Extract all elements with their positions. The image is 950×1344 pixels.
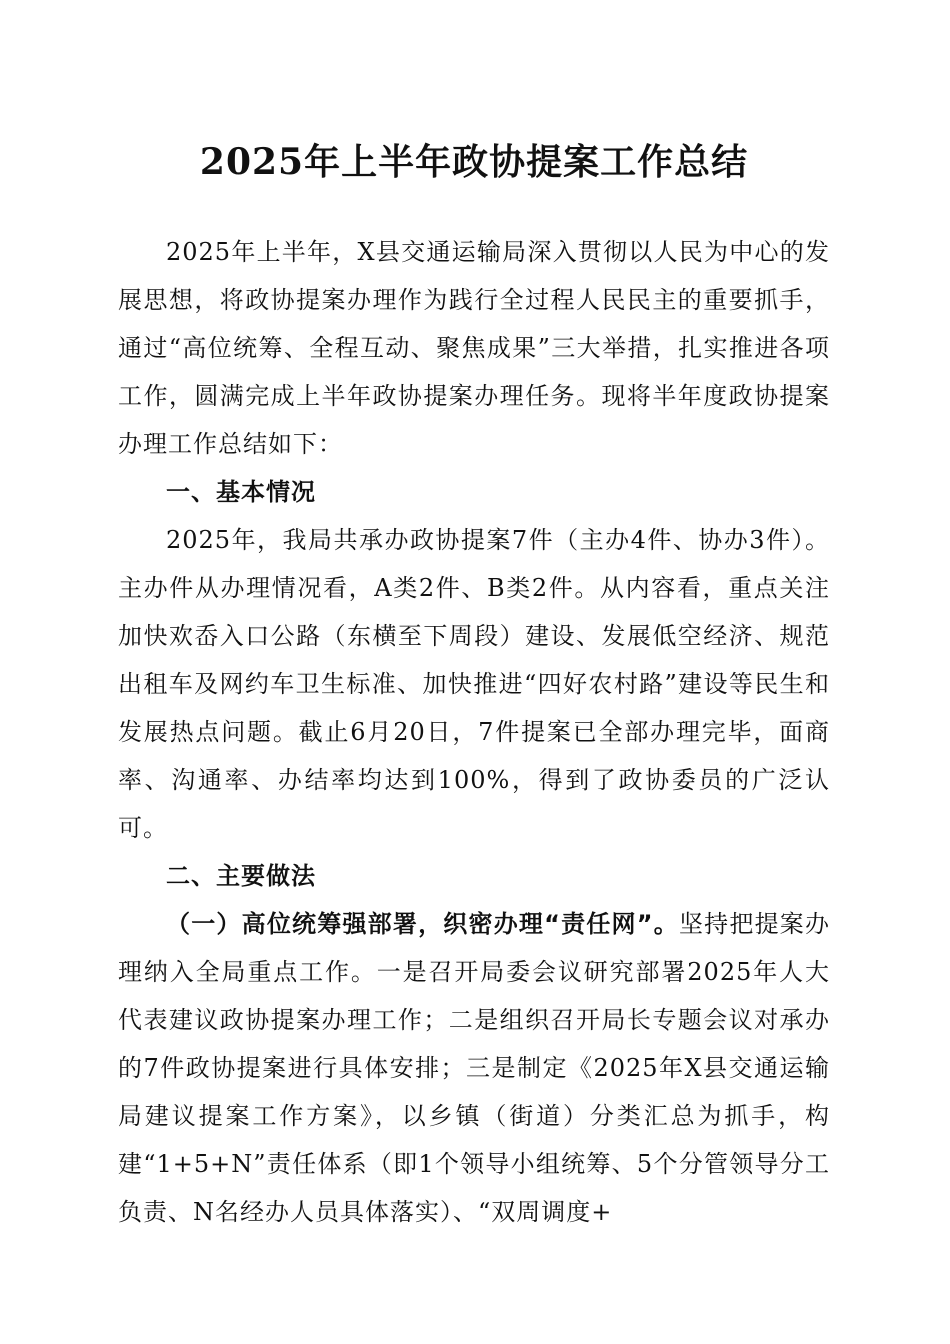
basic-situation-paragraph: 2025年，我局共承办政协提案7件（主办4件、协办3件）。主办件从办理情况看，A类2件、B类2件。从内容看，重点关注加快欢岙入口公路（东横至下周段）建设、发展低空经济、规范出租车及网约车卫生标准、加快推进“四好农村路”建设等民生和发展热点问题。截止6月20日，7件提案已全部办理完毕，面商率、沟通率、办结率均达到100%，得到了政协委员的广泛认可。 [118, 526, 830, 842]
intro-paragraph: 2025年上半年，X县交通运输局深入贯彻以人民为中心的发展思想，将政协提案办理作为践行全过程人民民主的重要抓手，通过“高位统筹、全程互动、聚焦成果”三大举措，扎实推进各项工作，圆满完成上半年政协提案办理任务。现将半年度政协提案办理工作总结如下： [118, 238, 830, 458]
section-heading-basic-situation: 一、基本情况 [166, 478, 316, 506]
document-body [118, 228, 830, 1236]
overall-planning-text: 坚持把提案办理纳入全局重点工作。一是召开局委会议研究部署2025年人大代表建议政协提案办理工作；二是组织召开局长专题会议对承办的7件政协提案进行具体安排；三是制定《2025年X县交通运输局建议提案工作方案》，以乡镇（街道）分类汇总为抓手，构建“1+5+N”责任体系（即1个领导小组统筹、5个分管领导分工负责、N名经办人员具体落实）、“双周调度+ [118, 910, 831, 1226]
document-title: 2025年上半年政协提案工作总结 [199, 141, 749, 183]
main-practices-paragraph-1 [118, 900, 830, 1236]
sub-heading-overall-planning: （一）高位统筹强部署，织密办理“责任网”。 [166, 910, 679, 938]
section-heading-main-practices: 二、主要做法 [166, 862, 316, 890]
